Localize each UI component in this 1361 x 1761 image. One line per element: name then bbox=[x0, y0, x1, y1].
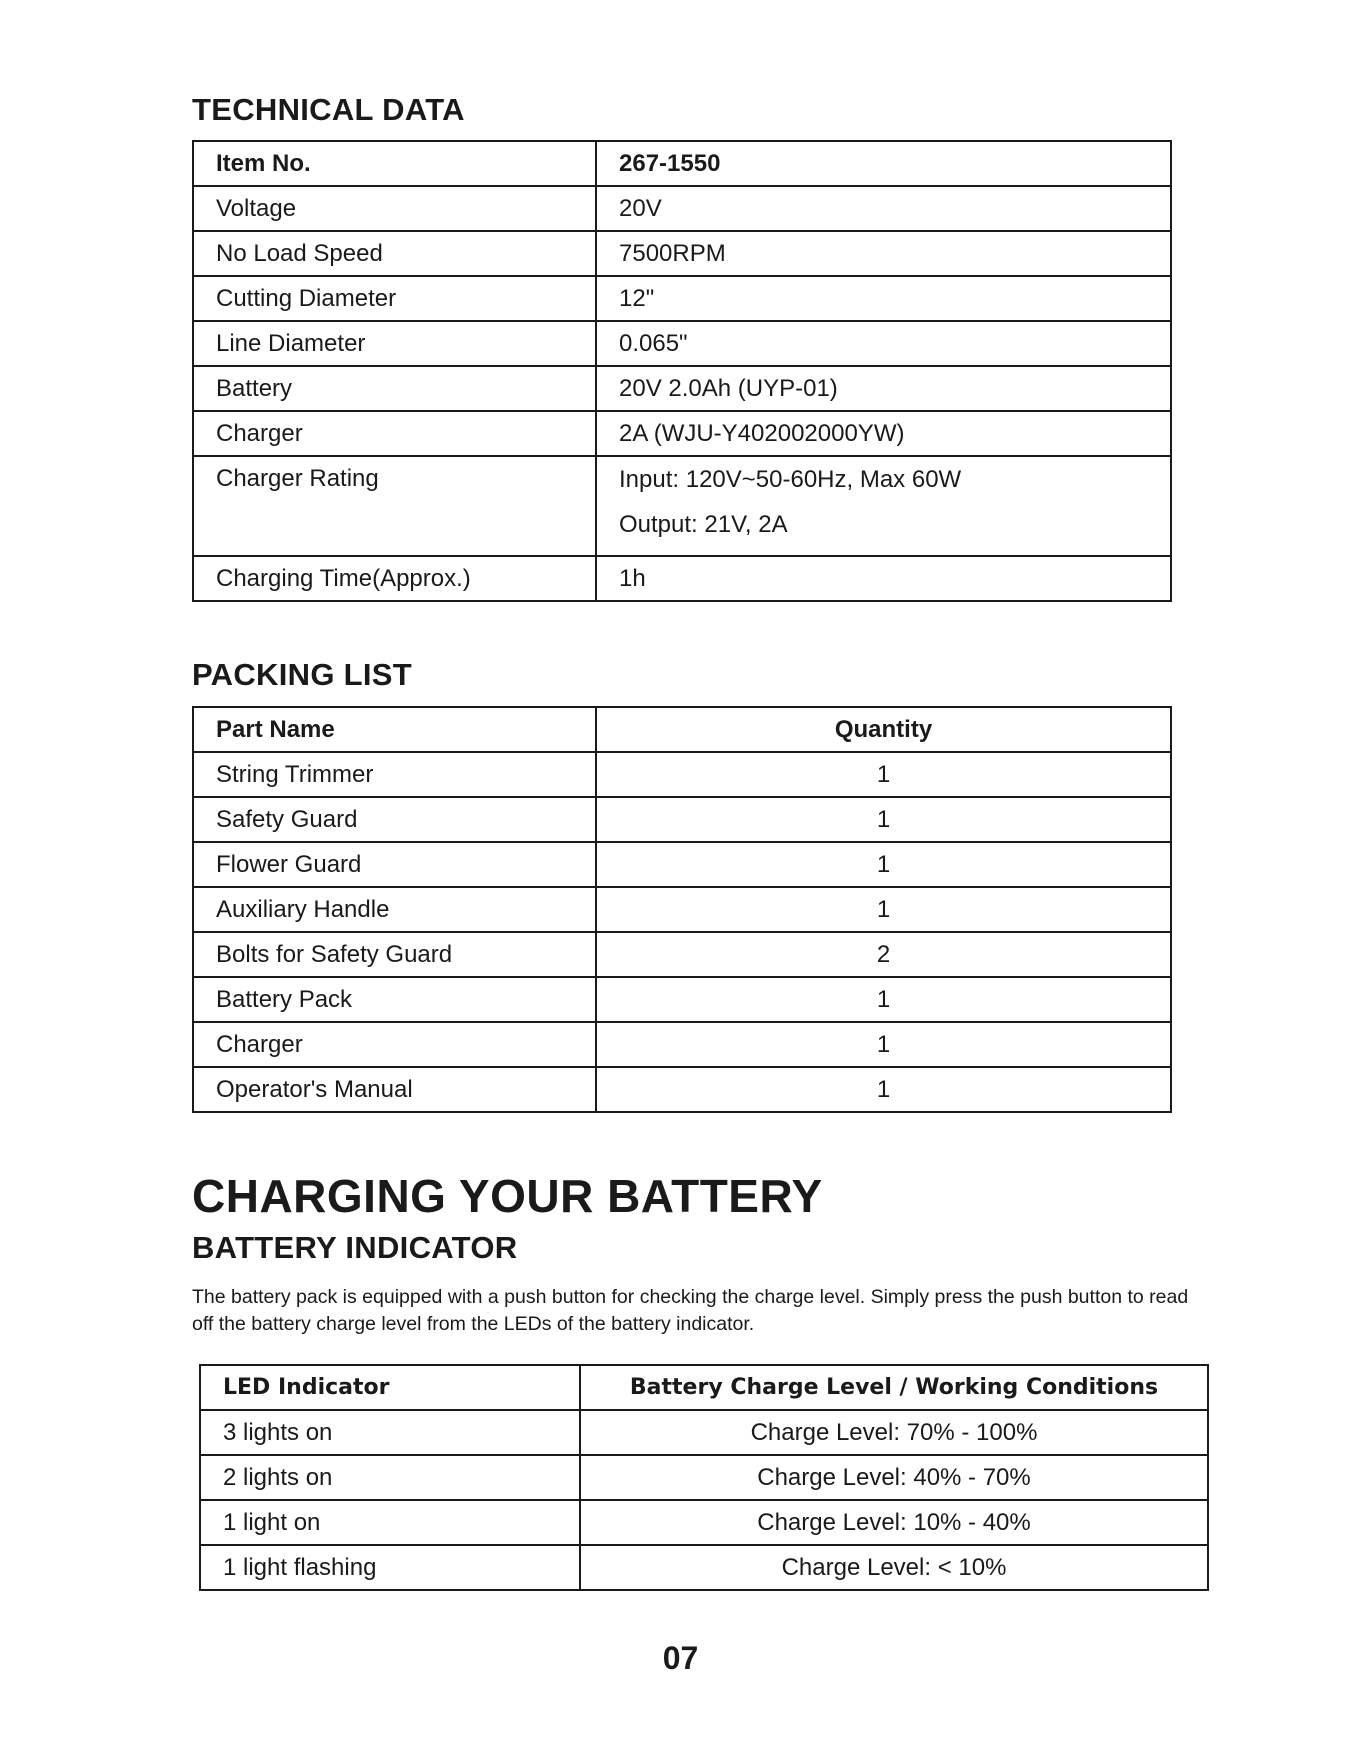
table-row bbox=[193, 411, 1171, 456]
part-quantity: 1 bbox=[596, 887, 1171, 932]
led-state: 3 lights on bbox=[200, 1410, 580, 1455]
table-header-row bbox=[200, 1365, 1208, 1410]
part-quantity: 2 bbox=[596, 932, 1171, 977]
part-quantity: 1 bbox=[596, 977, 1171, 1022]
spec-value: 20V bbox=[596, 186, 1171, 231]
spec-value: 2A (WJU-Y402002000YW) bbox=[596, 411, 1171, 456]
part-name: Battery Pack bbox=[193, 977, 596, 1022]
table-row bbox=[193, 1067, 1171, 1112]
led-state: 1 light flashing bbox=[200, 1545, 580, 1590]
part-name: Operator's Manual bbox=[193, 1067, 596, 1112]
table-row bbox=[193, 556, 1171, 601]
charge-level: Charge Level: 10% - 40% bbox=[580, 1500, 1208, 1545]
table-row bbox=[193, 276, 1171, 321]
spec-value: 7500RPM bbox=[596, 231, 1171, 276]
led-state: 1 light on bbox=[200, 1500, 580, 1545]
charging-time-label: Charging Time(Approx.) bbox=[193, 556, 596, 601]
technical-data-table bbox=[192, 140, 1172, 602]
spec-label: Cutting Diameter bbox=[193, 276, 596, 321]
charging-section-title: CHARGING YOUR BATTERY bbox=[192, 1170, 823, 1222]
part-name: String Trimmer bbox=[193, 752, 596, 797]
part-quantity: 1 bbox=[596, 1022, 1171, 1067]
item-no-value: 267-1550 bbox=[596, 141, 1171, 186]
table-row bbox=[193, 797, 1171, 842]
battery-indicator-intro: The battery pack is equipped with a push button for checking the charge level. Simply press the push button to read off the battery charge level from the LEDs of the battery indicator. bbox=[192, 1286, 1189, 1335]
spec-label: Line Diameter bbox=[193, 321, 596, 366]
table-row bbox=[193, 141, 1171, 186]
charging-time-value: 1h bbox=[596, 556, 1171, 601]
table-row bbox=[200, 1410, 1208, 1455]
table-row bbox=[193, 231, 1171, 276]
battery-indicator-table bbox=[199, 1364, 1209, 1591]
part-quantity: 1 bbox=[596, 842, 1171, 887]
charger-rating-input: Input: 120V~50-60Hz, Max 60W bbox=[619, 466, 962, 493]
table-row bbox=[200, 1455, 1208, 1500]
table-row bbox=[193, 977, 1171, 1022]
table-row bbox=[200, 1545, 1208, 1590]
part-quantity: 1 bbox=[596, 752, 1171, 797]
part-quantity: 1 bbox=[596, 1067, 1171, 1112]
table-header-row bbox=[193, 707, 1171, 752]
charger-rating-values bbox=[596, 456, 1171, 556]
spec-value: 20V 2.0Ah (UYP-01) bbox=[596, 366, 1171, 411]
column-header-part-name: Part Name bbox=[193, 707, 596, 752]
spec-value: 12" bbox=[596, 276, 1171, 321]
table-row bbox=[193, 186, 1171, 231]
table-row bbox=[193, 932, 1171, 977]
spec-value: 0.065" bbox=[596, 321, 1171, 366]
part-name: Auxiliary Handle bbox=[193, 887, 596, 932]
column-header-led-indicator: LED Indicator bbox=[200, 1365, 580, 1410]
spec-label: No Load Speed bbox=[193, 231, 596, 276]
led-state: 2 lights on bbox=[200, 1455, 580, 1500]
technical-data-heading: TECHNICAL DATA bbox=[192, 92, 465, 127]
packing-list-heading: PACKING LIST bbox=[192, 657, 413, 692]
table-row bbox=[200, 1500, 1208, 1545]
part-name: Safety Guard bbox=[193, 797, 596, 842]
item-no-label: Item No. bbox=[193, 141, 596, 186]
charger-rating-output: Output: 21V, 2A bbox=[619, 511, 788, 538]
table-row bbox=[193, 366, 1171, 411]
charge-level: Charge Level: < 10% bbox=[580, 1545, 1208, 1590]
part-name: Charger bbox=[193, 1022, 596, 1067]
packing-list-table bbox=[192, 706, 1172, 1113]
battery-indicator-heading: BATTERY INDICATOR bbox=[192, 1230, 518, 1265]
column-header-charge-level: Battery Charge Level / Working Conditions bbox=[580, 1365, 1208, 1410]
column-header-quantity: Quantity bbox=[596, 707, 1171, 752]
spec-label: Voltage bbox=[193, 186, 596, 231]
charger-rating-label: Charger Rating bbox=[193, 456, 596, 556]
part-name: Bolts for Safety Guard bbox=[193, 932, 596, 977]
table-row bbox=[193, 456, 1171, 556]
spec-label: Battery bbox=[193, 366, 596, 411]
table-row bbox=[193, 887, 1171, 932]
table-row bbox=[193, 842, 1171, 887]
page-number: 07 bbox=[662, 1640, 699, 1676]
part-quantity: 1 bbox=[596, 797, 1171, 842]
table-row bbox=[193, 321, 1171, 366]
table-row bbox=[193, 752, 1171, 797]
part-name: Flower Guard bbox=[193, 842, 596, 887]
charge-level: Charge Level: 70% - 100% bbox=[580, 1410, 1208, 1455]
table-row bbox=[193, 1022, 1171, 1067]
charge-level: Charge Level: 40% - 70% bbox=[580, 1455, 1208, 1500]
spec-label: Charger bbox=[193, 411, 596, 456]
